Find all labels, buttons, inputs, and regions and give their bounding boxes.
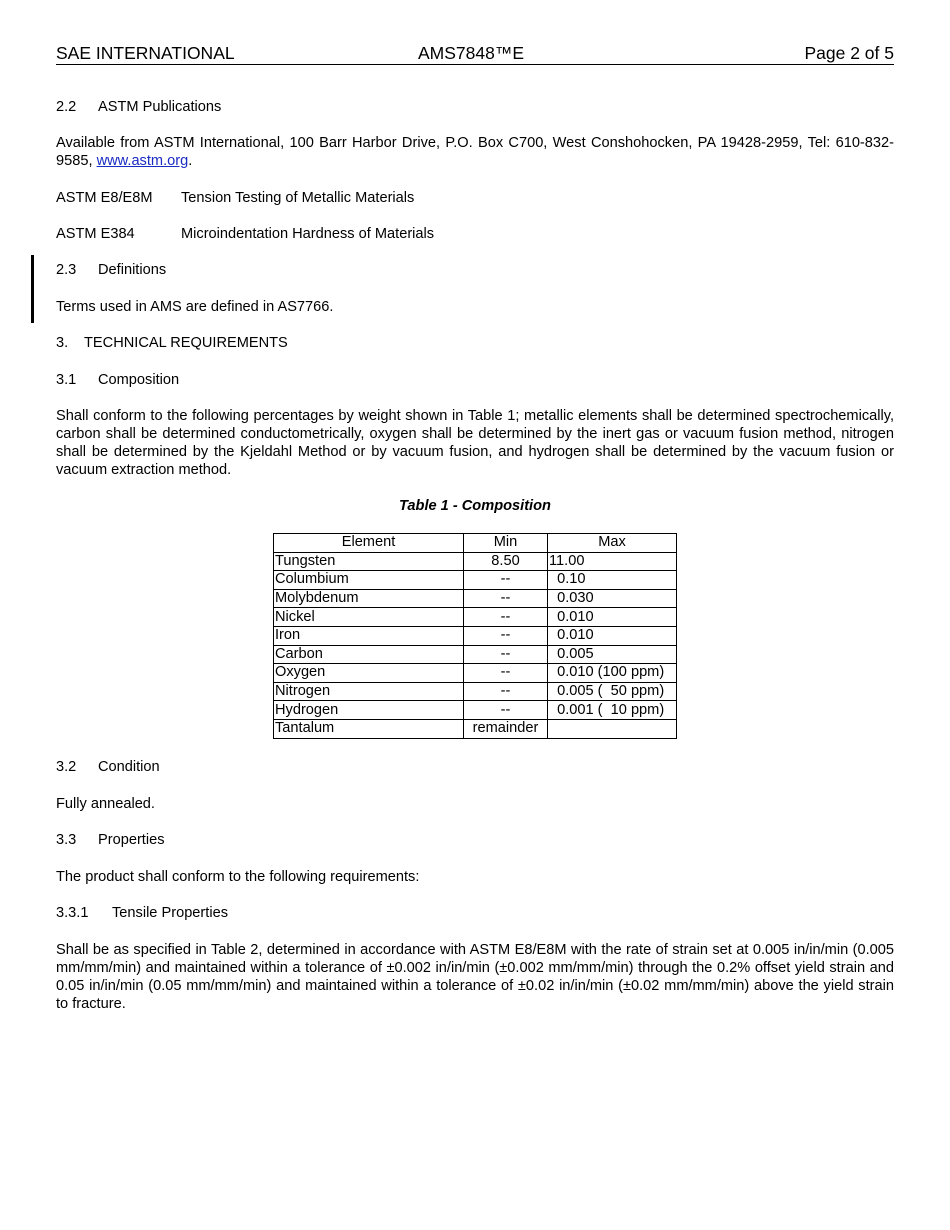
cell-max: 0.010 (100 ppm): [548, 664, 677, 683]
table-row: [274, 552, 677, 571]
astm-website-link[interactable]: www.astm.org: [96, 153, 189, 169]
table-row: [274, 626, 677, 645]
table-header-row: [274, 534, 677, 553]
cell-min: --: [464, 608, 548, 627]
condition-text: Fully annealed.: [56, 796, 155, 812]
composition-paragraph: Shall conform to the following percentages by weight shown in Table 1; metallic elements shall be determined spectrochemically, carbon shall be determined conductometrically, oxygen shall be determined by the inert gas or vacuum fusion method, nitrogen shall be determined by the Kjeldahl Method or by vacuum fusion, and hydrogen shall be determined by the vacuum fusion or vacuum extraction method.: [56, 408, 894, 478]
table-row: [274, 664, 677, 683]
reference-code: ASTM E384: [56, 226, 135, 242]
cell-min: --: [464, 682, 548, 701]
table-row: [274, 701, 677, 720]
availability-text-end: .: [188, 153, 193, 169]
section-title: Definitions: [98, 262, 167, 278]
section-number: 3.3: [56, 832, 77, 848]
reference-title: Tension Testing of Metallic Materials: [181, 190, 415, 206]
section-3-1-heading: [56, 371, 179, 389]
cell-max: 0.005: [548, 645, 677, 664]
table-row: [274, 682, 677, 701]
cell-element: Columbium: [274, 571, 464, 590]
astm-availability-paragraph: [56, 134, 894, 170]
reference-item: [56, 189, 414, 207]
table-row: [274, 645, 677, 664]
section-title: Properties: [98, 832, 165, 848]
cell-element: Nitrogen: [274, 682, 464, 701]
section-title: ASTM Publications: [98, 99, 222, 115]
cell-min: --: [464, 589, 548, 608]
cell-max: 0.10: [548, 571, 677, 590]
cell-element: Tungsten: [274, 552, 464, 571]
column-header-min: Min: [464, 534, 548, 553]
reference-code: ASTM E8/E8M: [56, 190, 153, 206]
reference-item: [56, 225, 434, 243]
column-header-element: Element: [274, 534, 464, 553]
cell-max: 0.001 ( 10 ppm): [548, 701, 677, 720]
table-row: [274, 608, 677, 627]
table-row: [274, 589, 677, 608]
cell-min: --: [464, 701, 548, 720]
composition-table: [273, 533, 677, 739]
cell-element: Nickel: [274, 608, 464, 627]
tensile-properties-paragraph: Shall be as specified in Table 2, determined in accordance with ASTM E8/E8M with the rate of strain set at 0.005 in/in/min (0.005 mm/mm/min) and maintained within a tolerance of ±0.002 in/in/min (±0.002 mm/mm/min) through the 0.2% offset yield strain and 0.05 in/in/min (0.05 mm/mm/min) and maintained within a tolerance of ±0.02 in/in/min (±0.02 mm/mm/min) above the yield strain to fracture.: [56, 942, 894, 1012]
section-2-2-heading: [56, 98, 221, 116]
cell-max: 0.005 ( 50 ppm): [548, 682, 677, 701]
cell-max: [548, 719, 677, 738]
cell-min: --: [464, 571, 548, 590]
section-number: 2.3: [56, 262, 77, 278]
header-page-number: Page 2 of 5: [804, 43, 894, 63]
section-title: TECHNICAL REQUIREMENTS: [84, 335, 288, 351]
definitions-text: Terms used in AMS are defined in AS7766.: [56, 299, 334, 315]
section-number: 3.: [56, 335, 69, 351]
cell-element: Iron: [274, 626, 464, 645]
section-3-3-1-heading: [56, 904, 228, 922]
cell-min: --: [464, 626, 548, 645]
cell-element: Oxygen: [274, 664, 464, 683]
cell-min: 8.50: [464, 552, 548, 571]
header-publisher: SAE INTERNATIONAL: [56, 43, 235, 63]
section-number: 3.2: [56, 759, 77, 775]
section-number: 3.1: [56, 372, 77, 388]
section-3-3-heading: [56, 831, 165, 849]
section-2-3-heading: [56, 261, 166, 279]
reference-title: Microindentation Hardness of Materials: [181, 226, 435, 242]
properties-text: The product shall conform to the following requirements:: [56, 869, 420, 885]
cell-element: Carbon: [274, 645, 464, 664]
cell-element: Tantalum: [274, 719, 464, 738]
availability-text: Available from ASTM International, 100 Barr Harbor Drive, P.O. Box C700, West Conshohocken, PA 19428-2959, Tel: 610-832-9585,: [56, 135, 894, 169]
cell-max: 0.030: [548, 589, 677, 608]
cell-max: 11.00: [548, 552, 677, 571]
section-number: 2.2: [56, 99, 77, 115]
cell-max: 0.010: [548, 608, 677, 627]
cell-element: Hydrogen: [274, 701, 464, 720]
page-header: [56, 43, 894, 65]
column-header-max: Max: [548, 534, 677, 553]
revision-change-bar: [31, 255, 34, 323]
cell-element: Molybdenum: [274, 589, 464, 608]
section-number: 3.3.1: [56, 905, 89, 921]
table-row: [274, 719, 677, 738]
table-1-title: Table 1 - Composition: [399, 498, 551, 514]
section-title: Condition: [98, 759, 160, 775]
section-3-2-heading: [56, 758, 160, 776]
header-document-number: AMS7848™E: [418, 43, 525, 63]
section-title: Composition: [98, 372, 180, 388]
cell-min: remainder: [464, 719, 548, 738]
cell-max: 0.010: [548, 626, 677, 645]
section-title: Tensile Properties: [112, 905, 228, 921]
cell-min: --: [464, 664, 548, 683]
cell-min: --: [464, 645, 548, 664]
section-3-heading: [56, 334, 288, 352]
table-row: [274, 571, 677, 590]
